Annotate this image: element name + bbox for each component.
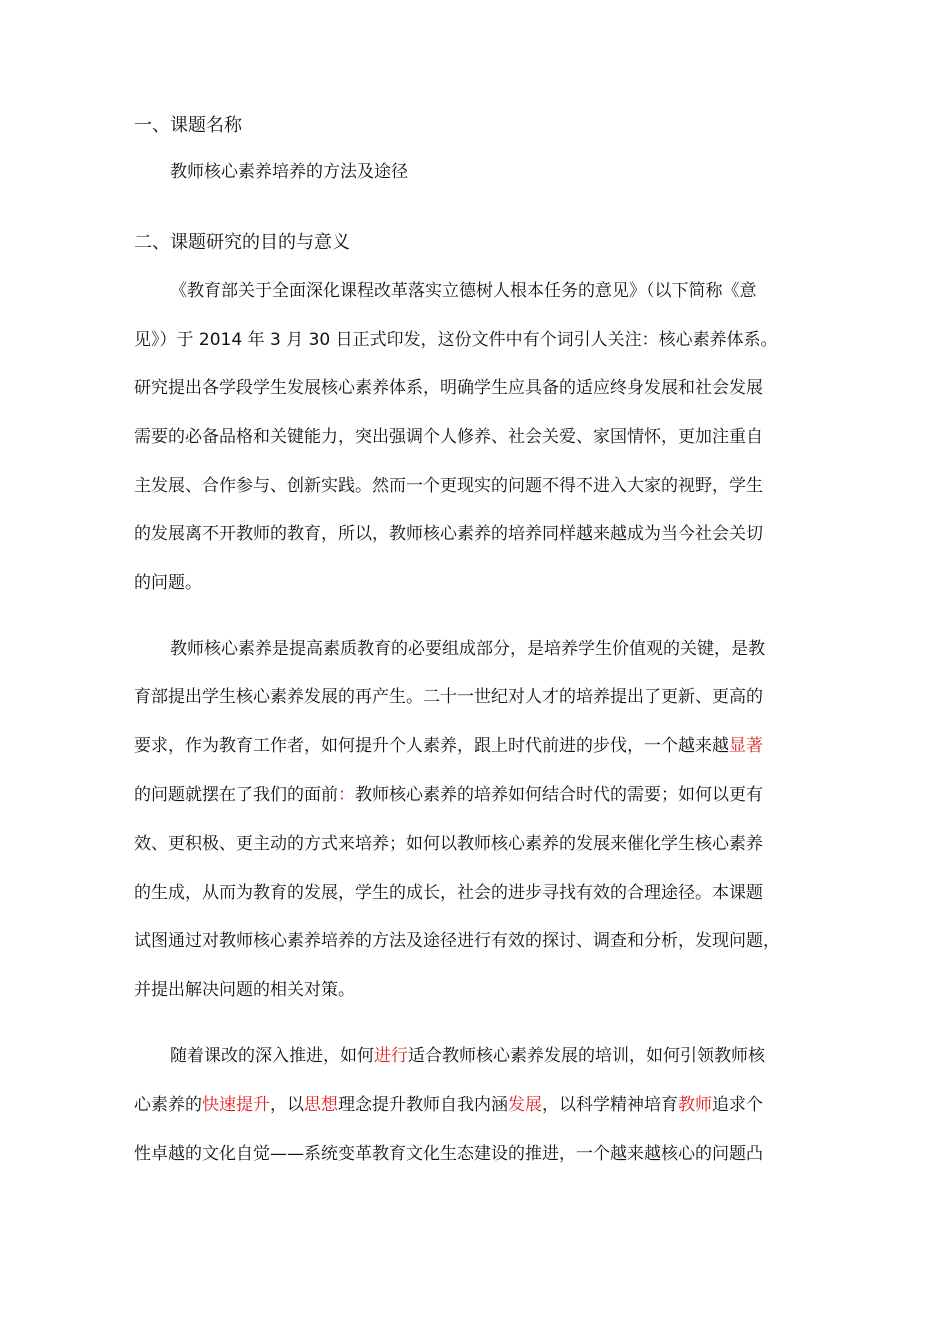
p2-line-3-text: 要求，作为教育工作者，如何提升个人素养，跟上时代前进的步伐，一个越来越 [134,736,729,756]
p2-line-4 [134,782,763,808]
p3-line-1-text-b: 适合教师核心素养发展的培训，如何引领教师核 [408,1046,765,1066]
p3-line-2-text-a: 心素养的 [134,1095,202,1115]
p1-line-2: 见》）于 2014 年 3 月 30 日正式印发，这份文件中有个词引人关注：核心素养体系。 [134,330,778,350]
p2-line-3 [134,733,763,759]
p2-highlight-xianzhu: 显著 [729,736,763,756]
p2-line-8: 并提出解决问题的相关对策。 [134,980,355,1000]
p3-highlight-jiaoshi: 教师 [678,1095,712,1115]
p3-line-2-text-e: 追求个 [712,1095,763,1115]
p1-line-4: 需要的必备品格和关键能力，突出强调个人修养、社会关爱、家国情怀，更加注重自 [134,427,763,447]
p3-line-1-text-a: 随着课改的深入推进，如何 [170,1046,374,1066]
section2-heading: 二、课题研究的目的与意义 [134,232,350,253]
p2-line-4-text-a: 的问题就摆在了我们的面前 [134,785,338,805]
p3-highlight-sixiang: 思想 [304,1095,338,1115]
p3-line-2 [134,1092,763,1118]
p2-line-7: 试图通过对教师核心素养培养的方法及途径进行有效的探讨、调查和分析，发现问题， [134,931,780,951]
p3-line-2-text-d: ，以科学精神培育 [542,1095,678,1115]
p1-line-6: 的发展离不开教师的教育，所以，教师核心素养的培养同样越来越成为当今社会关切 [134,524,763,544]
p3-line-2-text-c: 理念提升教师自我内涵 [338,1095,508,1115]
p3-highlight-kuaisu: 快速提升 [202,1095,270,1115]
section1-heading: 一、课题名称 [134,115,242,136]
p3-highlight-jinxing: 进行 [374,1046,408,1066]
p2-line-1: 教师核心素养是提高素质教育的必要组成部分，是培养学生价值观的关键，是教 [170,639,765,659]
p1-line-7: 的问题。 [134,573,202,593]
p2-line-6: 的生成，从而为教育的发展，学生的成长，社会的进步寻找有效的合理途径。本课题 [134,883,763,903]
p3-line-1 [170,1043,765,1069]
p1-line-1: 《教育部关于全面深化课程改革落实立德树人根本任务的意见》（以下简称《意 [170,281,757,301]
p2-line-2: 育部提出学生核心素养发展的再产生。二十一世纪对人才的培养提出了更新、更高的 [134,687,763,707]
p3-line-2-text-b: ，以 [270,1095,304,1115]
p1-line-3: 研究提出各学段学生发展核心素养体系，明确学生应具备的适应终身发展和社会发展 [134,378,763,398]
project-title: 教师核心素养培养的方法及途径 [170,162,408,182]
p2-line-4-text-b: 教师核心素养的培养如何结合时代的需要；如何以更有 [355,785,763,805]
p3-highlight-fazhan: 发展 [508,1095,542,1115]
p2-highlight-colon: ： [338,785,355,805]
p1-line-5: 主发展、合作参与、创新实践。然而一个更现实的问题不得不进入大家的视野，学生 [134,476,763,496]
p3-line-3: 性卓越的文化自觉——系统变革教育文化生态建设的推进，一个越来越核心的问题凸 [134,1144,763,1164]
p2-line-5: 效、更积极、更主动的方式来培养；如何以教师核心素养的发展来催化学生核心素养 [134,834,763,854]
